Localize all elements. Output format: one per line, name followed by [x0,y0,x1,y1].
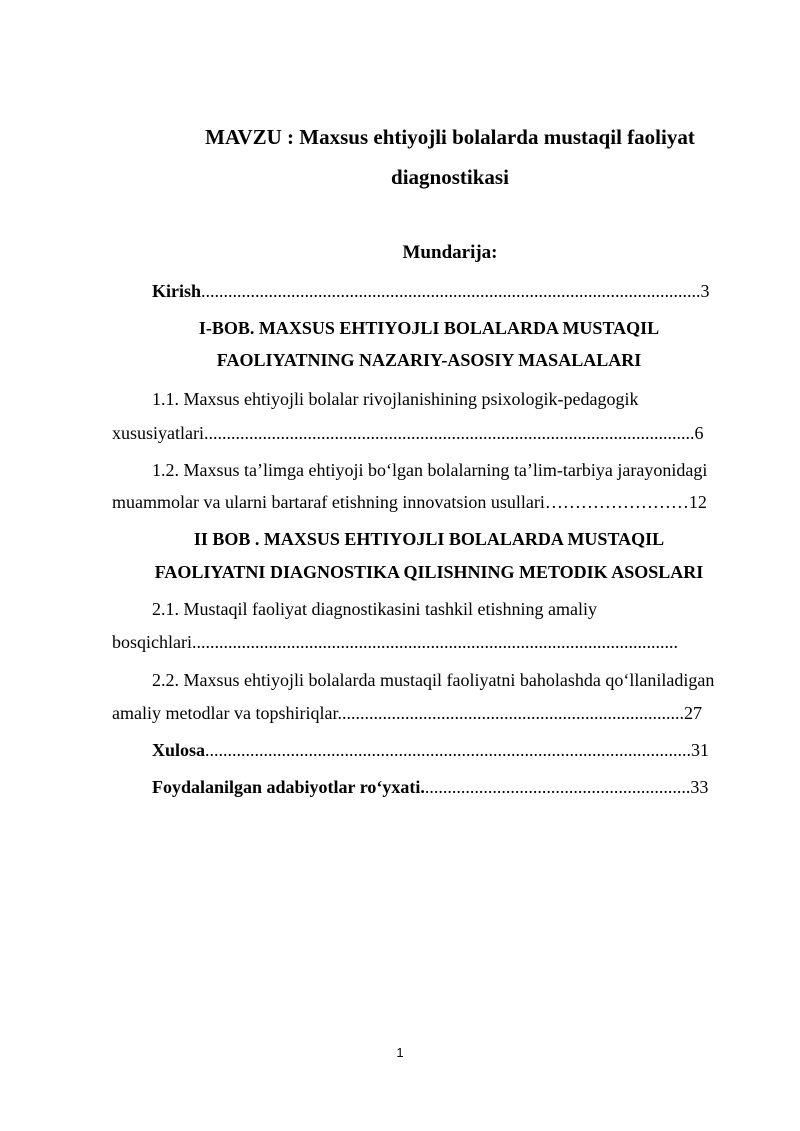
toc-s11-line1: 1.1. Maxsus ehtiyojli bolalar rivojlanishining psixologik-pedagogik [152,389,639,409]
toc-intro-page: 3 [700,281,710,301]
toc-conclusion-label: Xulosa [152,740,206,760]
toc-s12-line2: muammolar va ularni bartaraf etishning innovatsion usullari……………………12 [112,492,707,512]
document-title-line-2: diagnostikasi [391,165,509,189]
toc-s21-line2: bosqichlari............................................................................................................ [112,632,678,652]
toc-conclusion-page: 31 [691,740,710,760]
toc-s22-line2: amaliy metodlar va topshiriqlar.............................................................................27 [112,703,702,723]
toc-entry-references [152,770,708,804]
toc-refs-label: Foydalanilgan adabiyotlar ro‘yxati. [152,777,425,797]
document-title-line-1: MAVZU : Maxsus ehtiyojli bolalarda mustaqil faoliyat [205,125,695,149]
toc-refs-page: 33 [690,777,709,797]
toc-heading: Mundarija: [402,242,498,263]
toc-conclusion-dots: ............................................................................................................ [205,740,692,760]
toc-chapter1-line1: I-BOB. MAXSUS EHTIYOJLI BOLALARDA MUSTAQIL [198,318,660,338]
toc-refs-dots: ........................................................... [424,777,691,797]
toc-chapter2-line2: FAOLIYATNI DIAGNOSTIKA QILISHNING METODIK ASOSLARI [154,562,704,582]
toc-s22-line1: 2.2. Maxsus ehtiyojli bolalarda mustaqil faoliyatni baholashda qo‘llaniladigan [152,670,715,690]
toc-entry-intro [152,274,710,308]
toc-entry-conclusion [152,733,709,767]
toc-chapter2-line1: II BOB . MAXSUS EHTIYOJLI BOLALARDA MUSTAQIL [193,529,665,549]
toc-s21-line1: 2.1. Mustaqil faoliyat diagnostikasini tashkil etishning amaliy [152,599,597,619]
page-number: 1 [396,1045,404,1060]
toc-intro-label: Kirish [152,281,202,301]
toc-intro-dots: ............................................................................................................... [201,281,701,301]
toc-chapter1-line2: FAOLIYATNING NAZARIY-ASOSIY MASALALARI [216,350,642,370]
toc-s11-line2: xususiyatlari.............................................................................................................6 [112,423,704,443]
toc-s12-line1: 1.2. Maxsus ta’limga ehtiyoji bo‘lgan bolalarning ta’lim-tarbiya jarayonidagi [152,460,708,480]
